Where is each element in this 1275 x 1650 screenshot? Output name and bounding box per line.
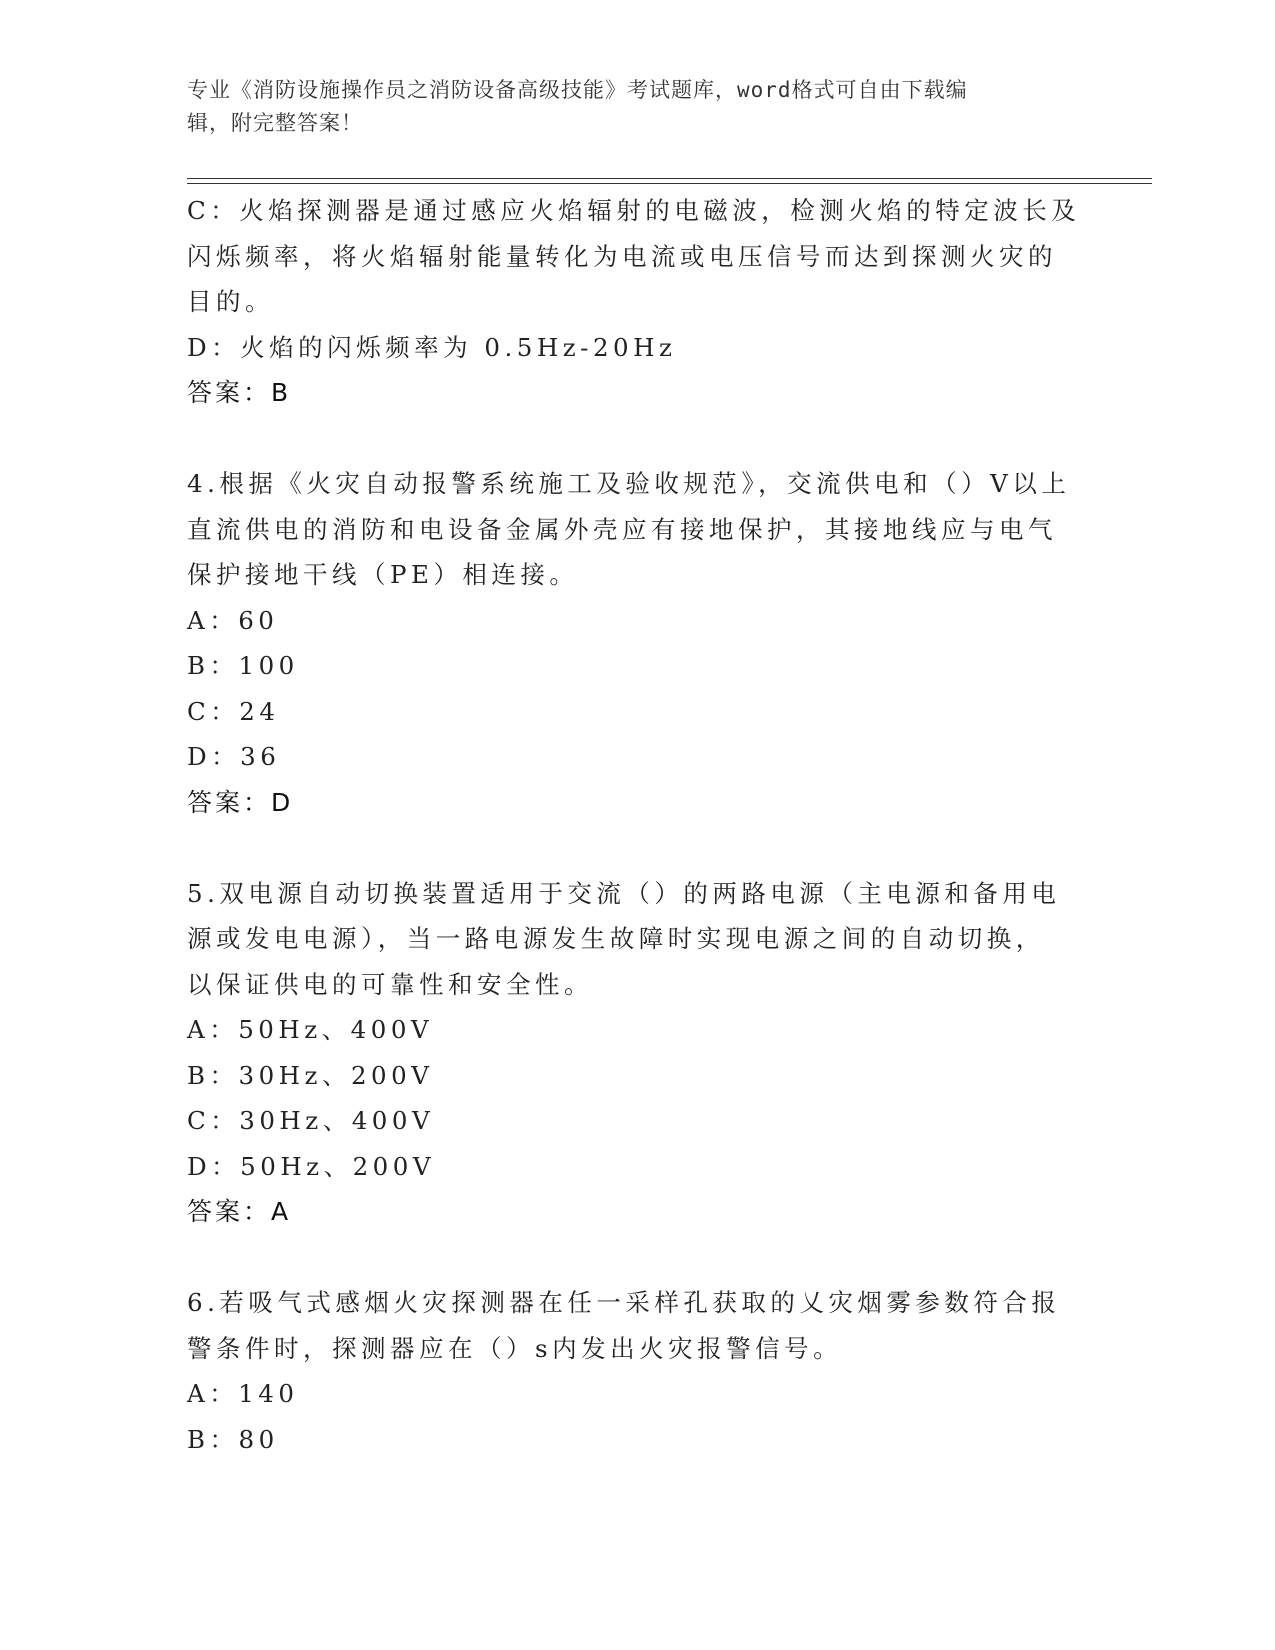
question-stem-line: 保护接地干线（PE）相连接。 xyxy=(187,560,579,589)
question-5 xyxy=(187,871,1147,1235)
answer-line: 答案：D xyxy=(187,787,294,817)
question-stem-line: 源或发电电源），当一路电源发生故障时实现电源之间的自动切换， xyxy=(187,924,1045,953)
option-a: A：50Hz、400V xyxy=(187,1015,434,1044)
spacer xyxy=(187,825,1147,871)
question-6 xyxy=(187,1280,1147,1462)
header-divider xyxy=(187,183,1152,184)
question-stem-line: 警条件时，探测器应在（）s内发出火灾报警信号。 xyxy=(187,1333,843,1363)
answer-line: 答案：B xyxy=(187,378,292,407)
option-b: B：30Hz、200V xyxy=(187,1060,434,1090)
question-stem-line: 以保证供电的可靠性和安全性。 xyxy=(187,969,593,999)
header-line: 专业《消防设施操作员之消防设备高级技能》考试题库，word格式可自由下载编 xyxy=(187,78,968,102)
option-a: A：140 xyxy=(187,1379,299,1408)
option-c: C：30Hz、400V xyxy=(187,1106,435,1135)
question-stem-line: 6.若吸气式感烟火灾探测器在任一采样孔获取的乂灾烟雾参数符合报 xyxy=(187,1288,1061,1317)
option-d: D：火焰的闪烁频率为 0.5Hz-20Hz xyxy=(187,332,677,362)
header-divider xyxy=(187,178,1152,179)
option-d: D：50Hz、200V xyxy=(187,1151,436,1181)
option-b: B：80 xyxy=(187,1424,279,1454)
question-stem-line: 直流供电的消防和电设备金属外壳应有接地保护，其接地线应与电气 xyxy=(187,514,1057,544)
answer-line: 答案：A xyxy=(187,1197,292,1226)
question-fragment xyxy=(187,188,1147,416)
option-b: B：100 xyxy=(187,651,299,680)
option-c-line: 闪烁频率，将火焰辐射能量转化为电流或电压信号而达到探测火灾的 xyxy=(187,241,1057,271)
spacer xyxy=(187,1235,1147,1281)
page-header xyxy=(187,74,1087,140)
question-stem-line: 5.双电源自动切换装置适用于交流（）的两路电源（主电源和备用电 xyxy=(187,878,1061,908)
option-d: D：36 xyxy=(187,742,281,771)
question-list xyxy=(187,188,1147,1462)
question-4 xyxy=(187,461,1147,825)
option-c-line: C：火焰探测器是通过感应火焰辐射的电磁波，检测火焰的特定波长及 xyxy=(187,196,1081,225)
option-c-line: 目的。 xyxy=(187,287,274,316)
header-line: 辑，附完整答案！ xyxy=(187,111,363,135)
spacer xyxy=(187,416,1147,462)
option-c: C：24 xyxy=(187,696,280,726)
option-a: A：60 xyxy=(187,605,279,635)
question-stem-line: 4.根据《火灾自动报警系统施工及验收规范》，交流供电和（）V以上 xyxy=(187,469,1071,498)
